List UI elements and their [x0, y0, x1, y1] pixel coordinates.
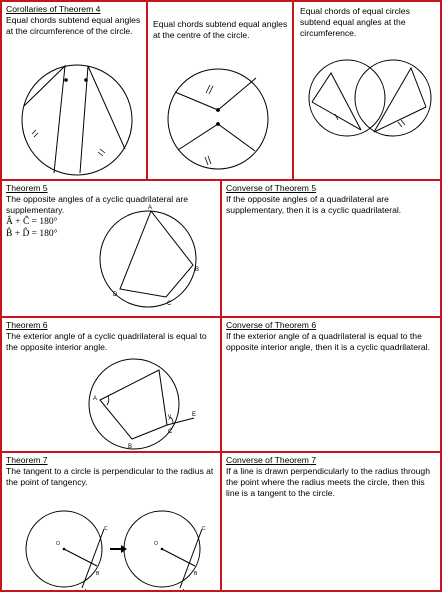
heading-theorem-6: Theorem 6 [6, 320, 48, 330]
text-corollaries-theorem-4: Equal chords subtend equal angles at the circumference of the circle. [6, 15, 141, 36]
heading-converse-theorem-6: Converse of Theorem 6 [226, 320, 317, 330]
cell-converse-theorem-7 [220, 451, 442, 592]
equation-a-c: Â + Ĉ = 180° [6, 217, 58, 227]
cell-corollaries-theorem-4 [0, 0, 148, 181]
label-c-left: C [104, 526, 108, 532]
label-b-right: B [194, 571, 198, 577]
diagram-equal-angles-circumference [2, 2, 148, 181]
cell-centre-angles [146, 0, 294, 181]
cell-theorem-7 [0, 451, 222, 592]
text-converse-theorem-6: If the exterior angle of a quadrilateral is equal to the opposite interior angle, then it is a cyclic quadrilateral. [226, 331, 430, 352]
cell-converse-theorem-6 [220, 316, 442, 453]
diagram-equal-circles [294, 2, 442, 181]
heading-theorem-7: Theorem 7 [6, 455, 48, 465]
diagram-exterior-angle [2, 318, 222, 453]
heading-theorem-5: Theorem 5 [6, 183, 48, 193]
diagram-tangent-radius [2, 453, 222, 592]
heading-converse-theorem-5: Converse of Theorem 5 [226, 183, 317, 193]
label-a-left: A [84, 589, 88, 592]
cell-converse-theorem-5 [220, 179, 442, 318]
text-converse-theorem-5: If the opposite angles of a quadrilateral are supplementary, then it is a cyclic quadrilateral. [226, 194, 402, 215]
label-o-left: O [56, 541, 60, 547]
label-b: B [128, 444, 133, 450]
diagram-equal-angles-centre [148, 2, 294, 181]
cell-equal-circles [292, 0, 442, 181]
text-centre-angles: Equal chords subtend equal angles at the centre of the circle. [153, 19, 288, 40]
label-a: A [93, 396, 98, 402]
label-c-right: C [202, 526, 206, 532]
label-c: C [167, 301, 172, 307]
label-c: C [168, 429, 173, 435]
text-theorem-6: The exterior angle of a cyclic quadrilateral is equal to the opposite interior angle. [6, 331, 207, 352]
label-o-right: O [154, 541, 158, 547]
label-d: D [113, 292, 118, 298]
text-converse-theorem-7: If a line is drawn perpendicularly to the radius through the point where the radius meets the circle, then this line is a tangent to the circle. [226, 466, 430, 498]
label-b: B [195, 267, 200, 273]
text-theorem-7: The tangent to a circle is perpendicular to the radius at the point of tangency. [6, 466, 214, 487]
text-equal-circles: Equal chords of equal circles subtend equal angles at the circumference. [300, 6, 410, 38]
label-e: E [192, 412, 197, 418]
label-a: A [148, 205, 153, 211]
equation-b-d: B̂ + D̂ = 180° [6, 229, 58, 239]
label-b-left: B [96, 571, 100, 577]
cell-theorem-5 [0, 179, 222, 318]
cell-theorem-6 [0, 316, 222, 453]
label-a-right: A [182, 589, 186, 592]
diagram-cyclic-quadrilateral [2, 181, 222, 318]
text-theorem-5: The opposite angles of a cyclic quadrilateral are supplementary. [6, 194, 189, 215]
heading-converse-theorem-7: Converse of Theorem 7 [226, 455, 317, 465]
label-y: y [168, 414, 171, 420]
heading-corollaries-theorem-4: Corollaries of Theorem 4 [6, 4, 101, 14]
